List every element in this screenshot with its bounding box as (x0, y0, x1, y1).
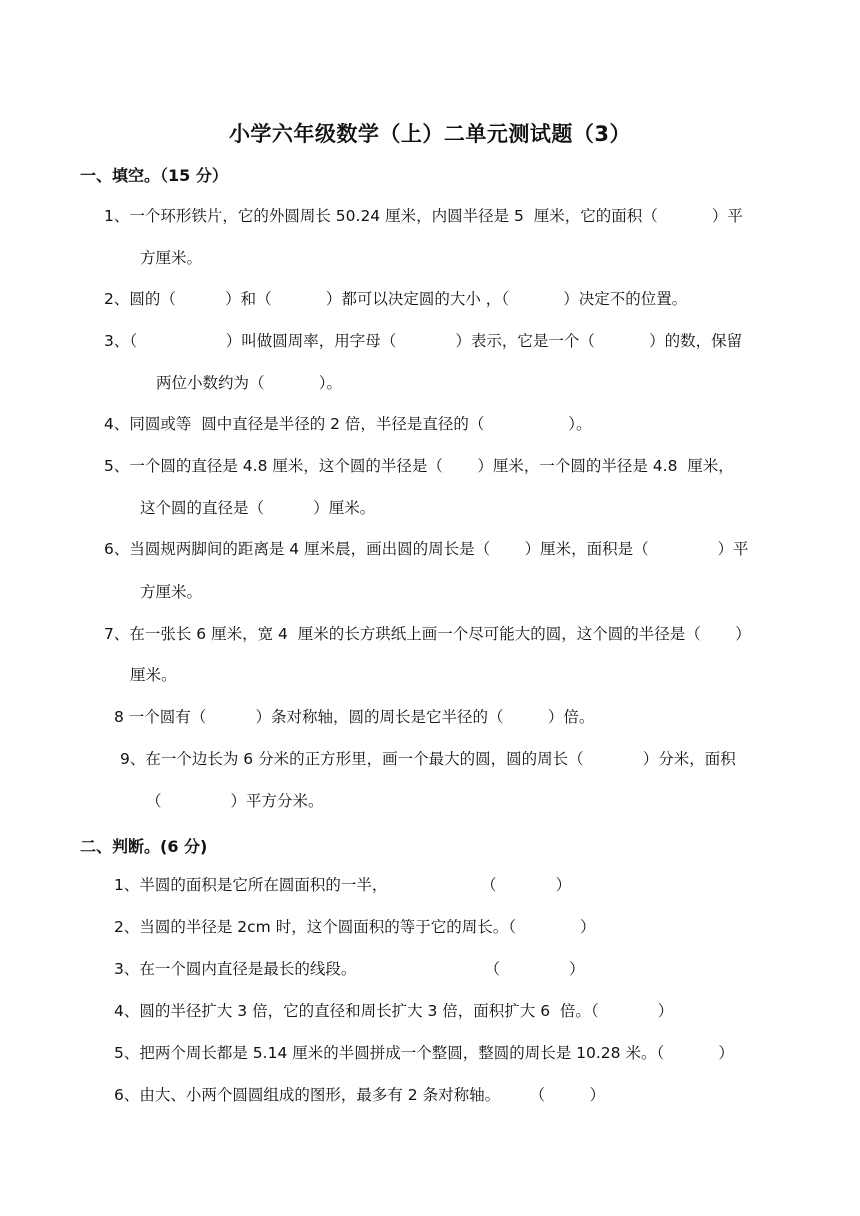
section-heading-true-false: 二、判断。(6 分) (80, 837, 208, 856)
question-line: 9、在一个边长为 6 分米的正方形里，画一个最大的圆，圆的周长（ ）分米，面积 (120, 750, 736, 768)
question-line: 1、一个环形铁片，它的外圆周长 50.24 厘米，内圆半径是 5 厘米，它的面积（ ）平 (104, 207, 743, 225)
question-line: 方厘米。 (140, 583, 203, 601)
question-line: 7、在一张长 6 厘米，宽 4 厘米的长方珙纸上画一个尽可能大的圆，这个圆的半径是（ ） (104, 625, 751, 643)
question-line: 方厘米。 (140, 249, 203, 267)
question-line: 8 一个圆有（ ）条对称轴，圆的周长是它半径的（ ）倍。 (114, 708, 595, 726)
question-line: 5、把两个周长都是 5.14 厘米的半圆拼成一个整圆，整圆的周长是 10.28 米。（ ） (114, 1044, 734, 1062)
question-line: 6、当圆规两脚间的距离是 4 厘米晨，画出圆的周长是（ ）厘米，面积是（ ）平 (104, 540, 749, 558)
exam-title: 小学六年级数学（上）二单元测试题（3） (228, 122, 632, 146)
question-line: 两位小数约为（ ）。 (156, 374, 342, 392)
question-line: 1、半圆的面积是它所在圆面积的一半， （ ） (114, 876, 572, 894)
question-line: 4、圆的半径扩大 3 倍，它的直径和周长扩大 3 倍，面积扩大 6 倍。（ ） (114, 1002, 674, 1020)
question-line: 厘米。 (130, 666, 177, 684)
question-line: （ ）平方分米。 (146, 792, 324, 810)
question-line: 2、圆的（ ）和（ ）都可以决定圆的大小 ，（ ）决定不的位置。 (104, 290, 688, 308)
question-line: 6、由大、小两个圆圆组成的图形，最多有 2 条对称轴。 （ ） (114, 1086, 605, 1104)
section-heading-fill-in: 一、填空。（15 分） (80, 166, 228, 185)
question-line: 5、一个圆的直径是 4.8 厘米，这个圆的半径是（ ）厘米，一个圆的半径是 4.8 厘米， (104, 457, 734, 475)
question-line: 2、当圆的半径是 2cm 时，这个圆面积的等于它的周长。（ ） (114, 918, 596, 936)
question-line: 3、在一个圆内直径是最长的线段。 （ ） (114, 960, 585, 978)
question-line: 3、（ ）叫做圆周率，用字母（ ）表示，它是一个（ ）的数，保留 (104, 332, 743, 350)
question-line: 4、同圆或等 圆中直径是半径的 2 倍，半径是直径的（ ）。 (104, 415, 592, 433)
question-line: 这个圆的直径是（ ）厘米。 (140, 499, 376, 517)
